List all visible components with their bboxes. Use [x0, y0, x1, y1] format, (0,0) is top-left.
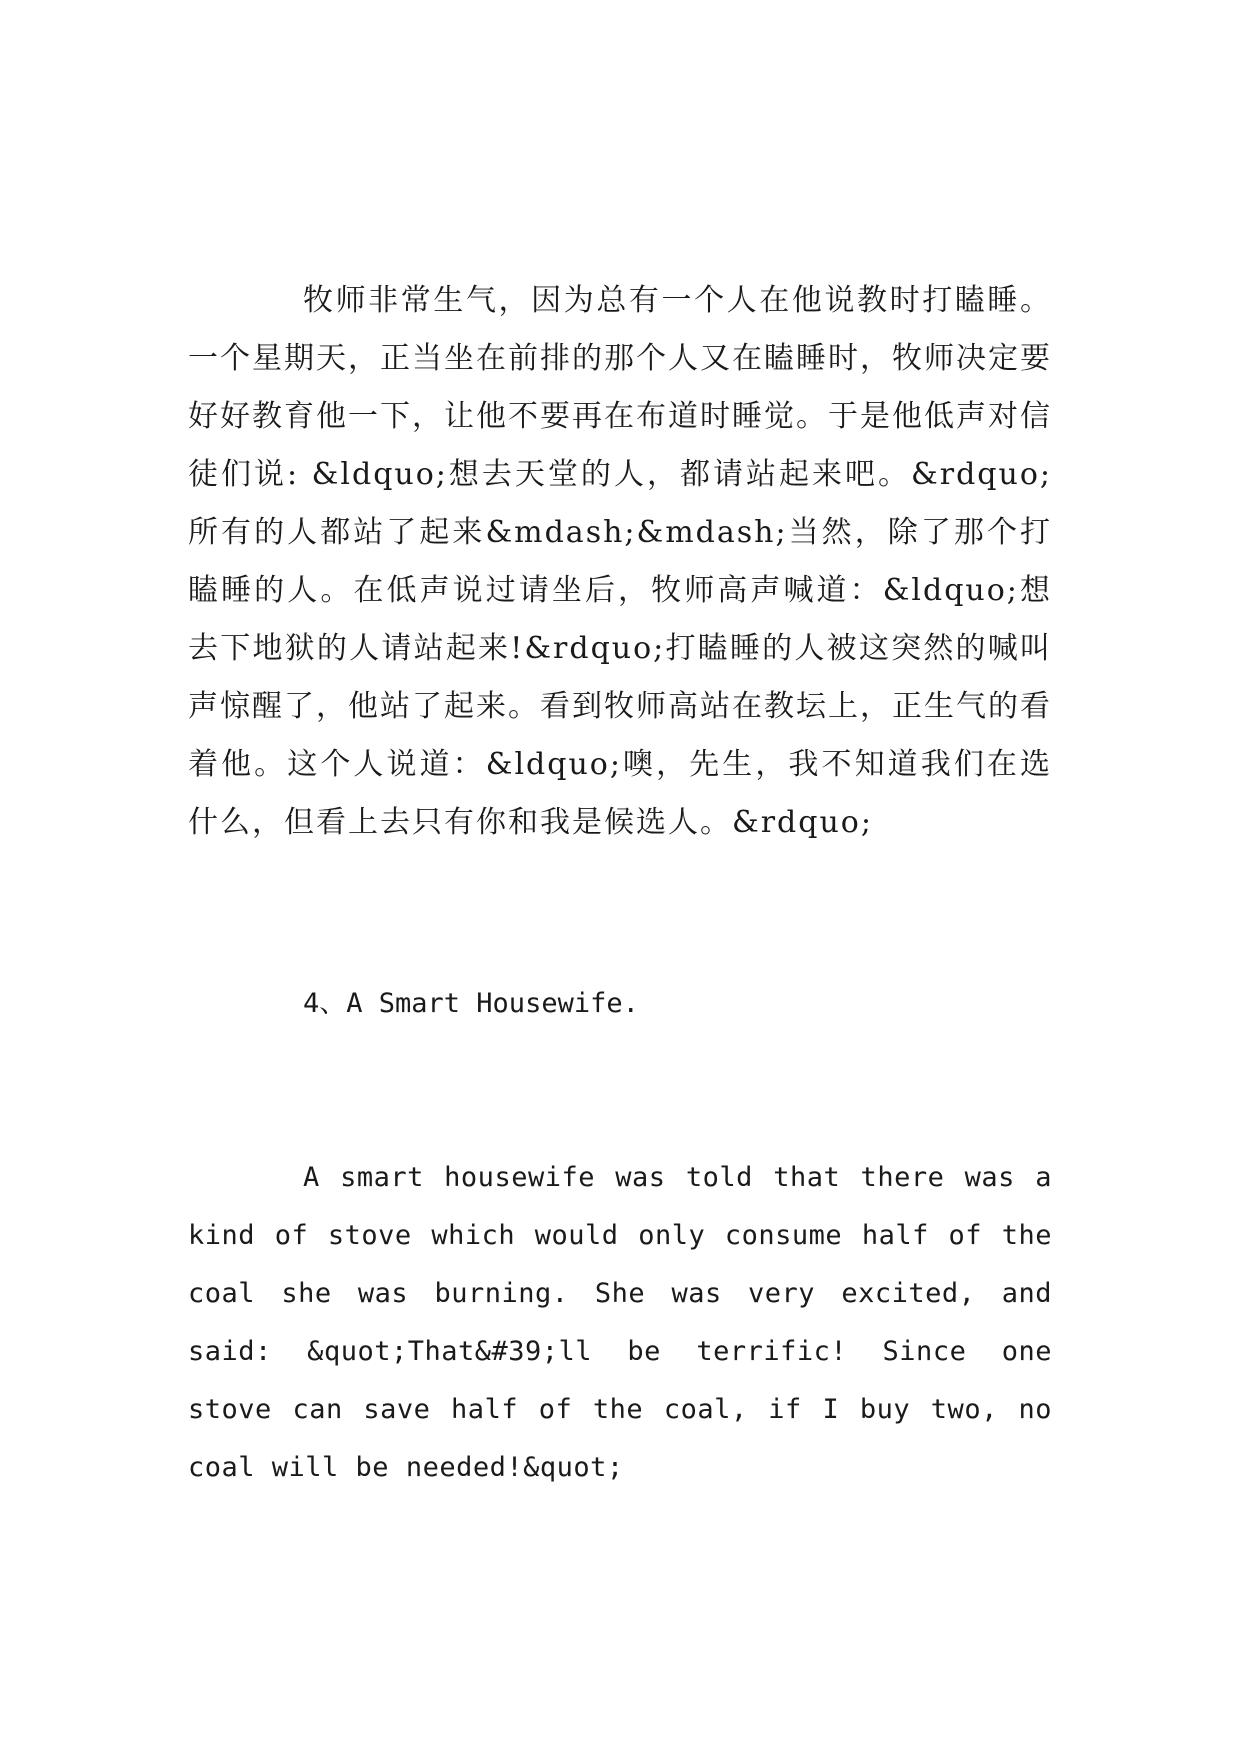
section-heading: 4、A Smart Housewife. — [303, 988, 639, 1019]
paragraph-english-story: A smart housewife was told that there was a kind of stove which would only consume half of the coal she was burning. She was very excited, and said: &quot;That&#39;ll be terrific! Since one stove can save half of the coal, if I buy two, no coal will be needed!&quot; — [188, 1162, 1052, 1483]
paragraph-chinese-story: 牧师非常生气，因为总有一个人在他说教时打瞌睡。一个星期天，正当坐在前排的那个人又在瞌睡时，牧师决定要好好教育他一下，让他不要再在布道时睡觉。于是他低声对信徒们说: &ldquo;想去天堂的人，都请站起来吧。&rdquo;所有的人都站了起来&mdash;&mdash;当然，除了那个打瞌睡的人。在低声说过请坐后，牧师高声喊道：&ldquo;想去下地狱的人请站起来!&rdquo;打瞌睡的人被这突然的喊叫声惊醒了，他站了起来。看到牧师高站在教坛上，正生气的看着他。这个人说道：&ldquo;噢，先生，我不知道我们在选什么，但看上去只有你和我是候选人。&rdquo; — [188, 283, 1052, 840]
